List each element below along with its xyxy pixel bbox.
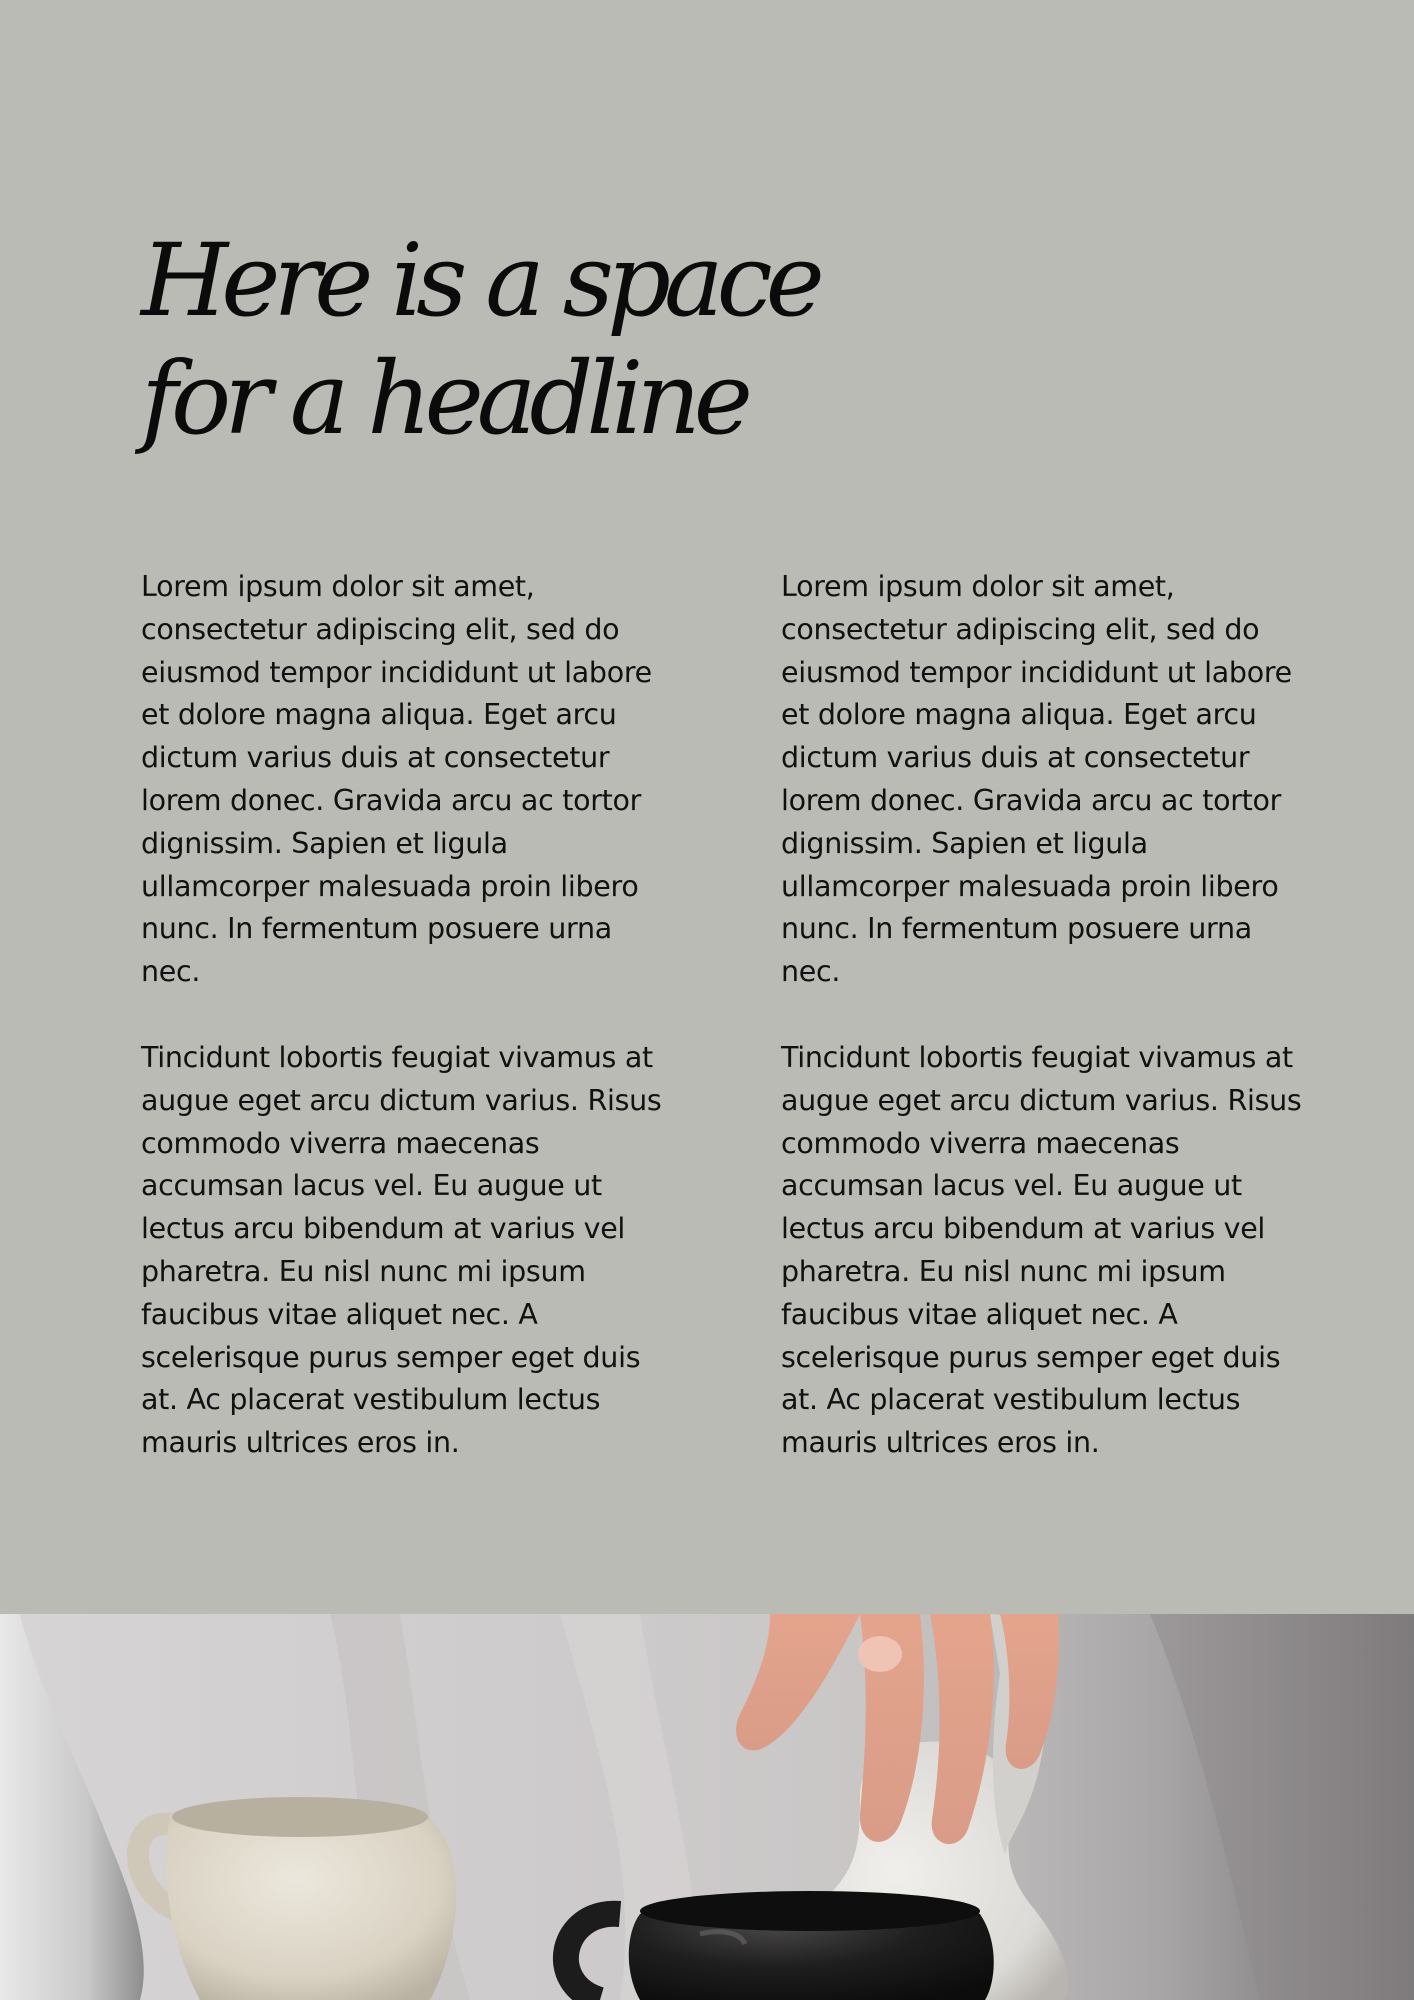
paragraph: Tincidunt lobortis feugiat vivamus at augue eget arcu dictum varius. Risus commodo viverra maecenas accumsan lacus vel. Eu augue ut lectus arcu bibendum at varius vel pharetra. Eu nisl nunc mi ipsum faucibus vitae aliquet nec. A scelerisque purus semper eget duis at. Ac placerat vestibulum lectus mauris ultrices eros in. xyxy=(781,1040,1302,1460)
paragraph: Tincidunt lobortis feugiat vivamus at augue eget arcu dictum varius. Risus commodo viverra maecenas accumsan lacus vel. Eu augue ut lectus arcu bibendum at varius vel pharetra. Eu nisl nunc mi ipsum faucibus vitae aliquet nec. A scelerisque purus semper eget duis at. Ac placerat vestibulum lectus mauris ultrices eros in. xyxy=(141,1040,662,1460)
paragraph: Lorem ipsum dolor sit amet, consectetur adipiscing elit, sed do eiusmod tempor incididunt ut labore et dolore magna aliqua. Eget arcu dictum varius duis at consectetur lorem donec. Gravida arcu ac tortor dignissim. Sapien et ligula ullamcorper malesuada proin libero nunc. In fermentum posuere urna nec. xyxy=(141,570,652,989)
text-column-right xyxy=(781,566,1306,1508)
ceramics-photo xyxy=(0,1614,1414,2000)
headline: Here is a space for a headline xyxy=(141,222,818,457)
paragraph: Lorem ipsum dolor sit amet, consectetur adipiscing elit, sed do eiusmod tempor incididunt ut labore et dolore magna aliqua. Eget arcu dictum varius duis at consectetur lorem donec. Gravida arcu ac tortor dignissim. Sapien et ligula ullamcorper malesuada proin libero nunc. In fermentum posuere urna nec. xyxy=(781,570,1292,989)
text-column-left xyxy=(141,566,666,1508)
